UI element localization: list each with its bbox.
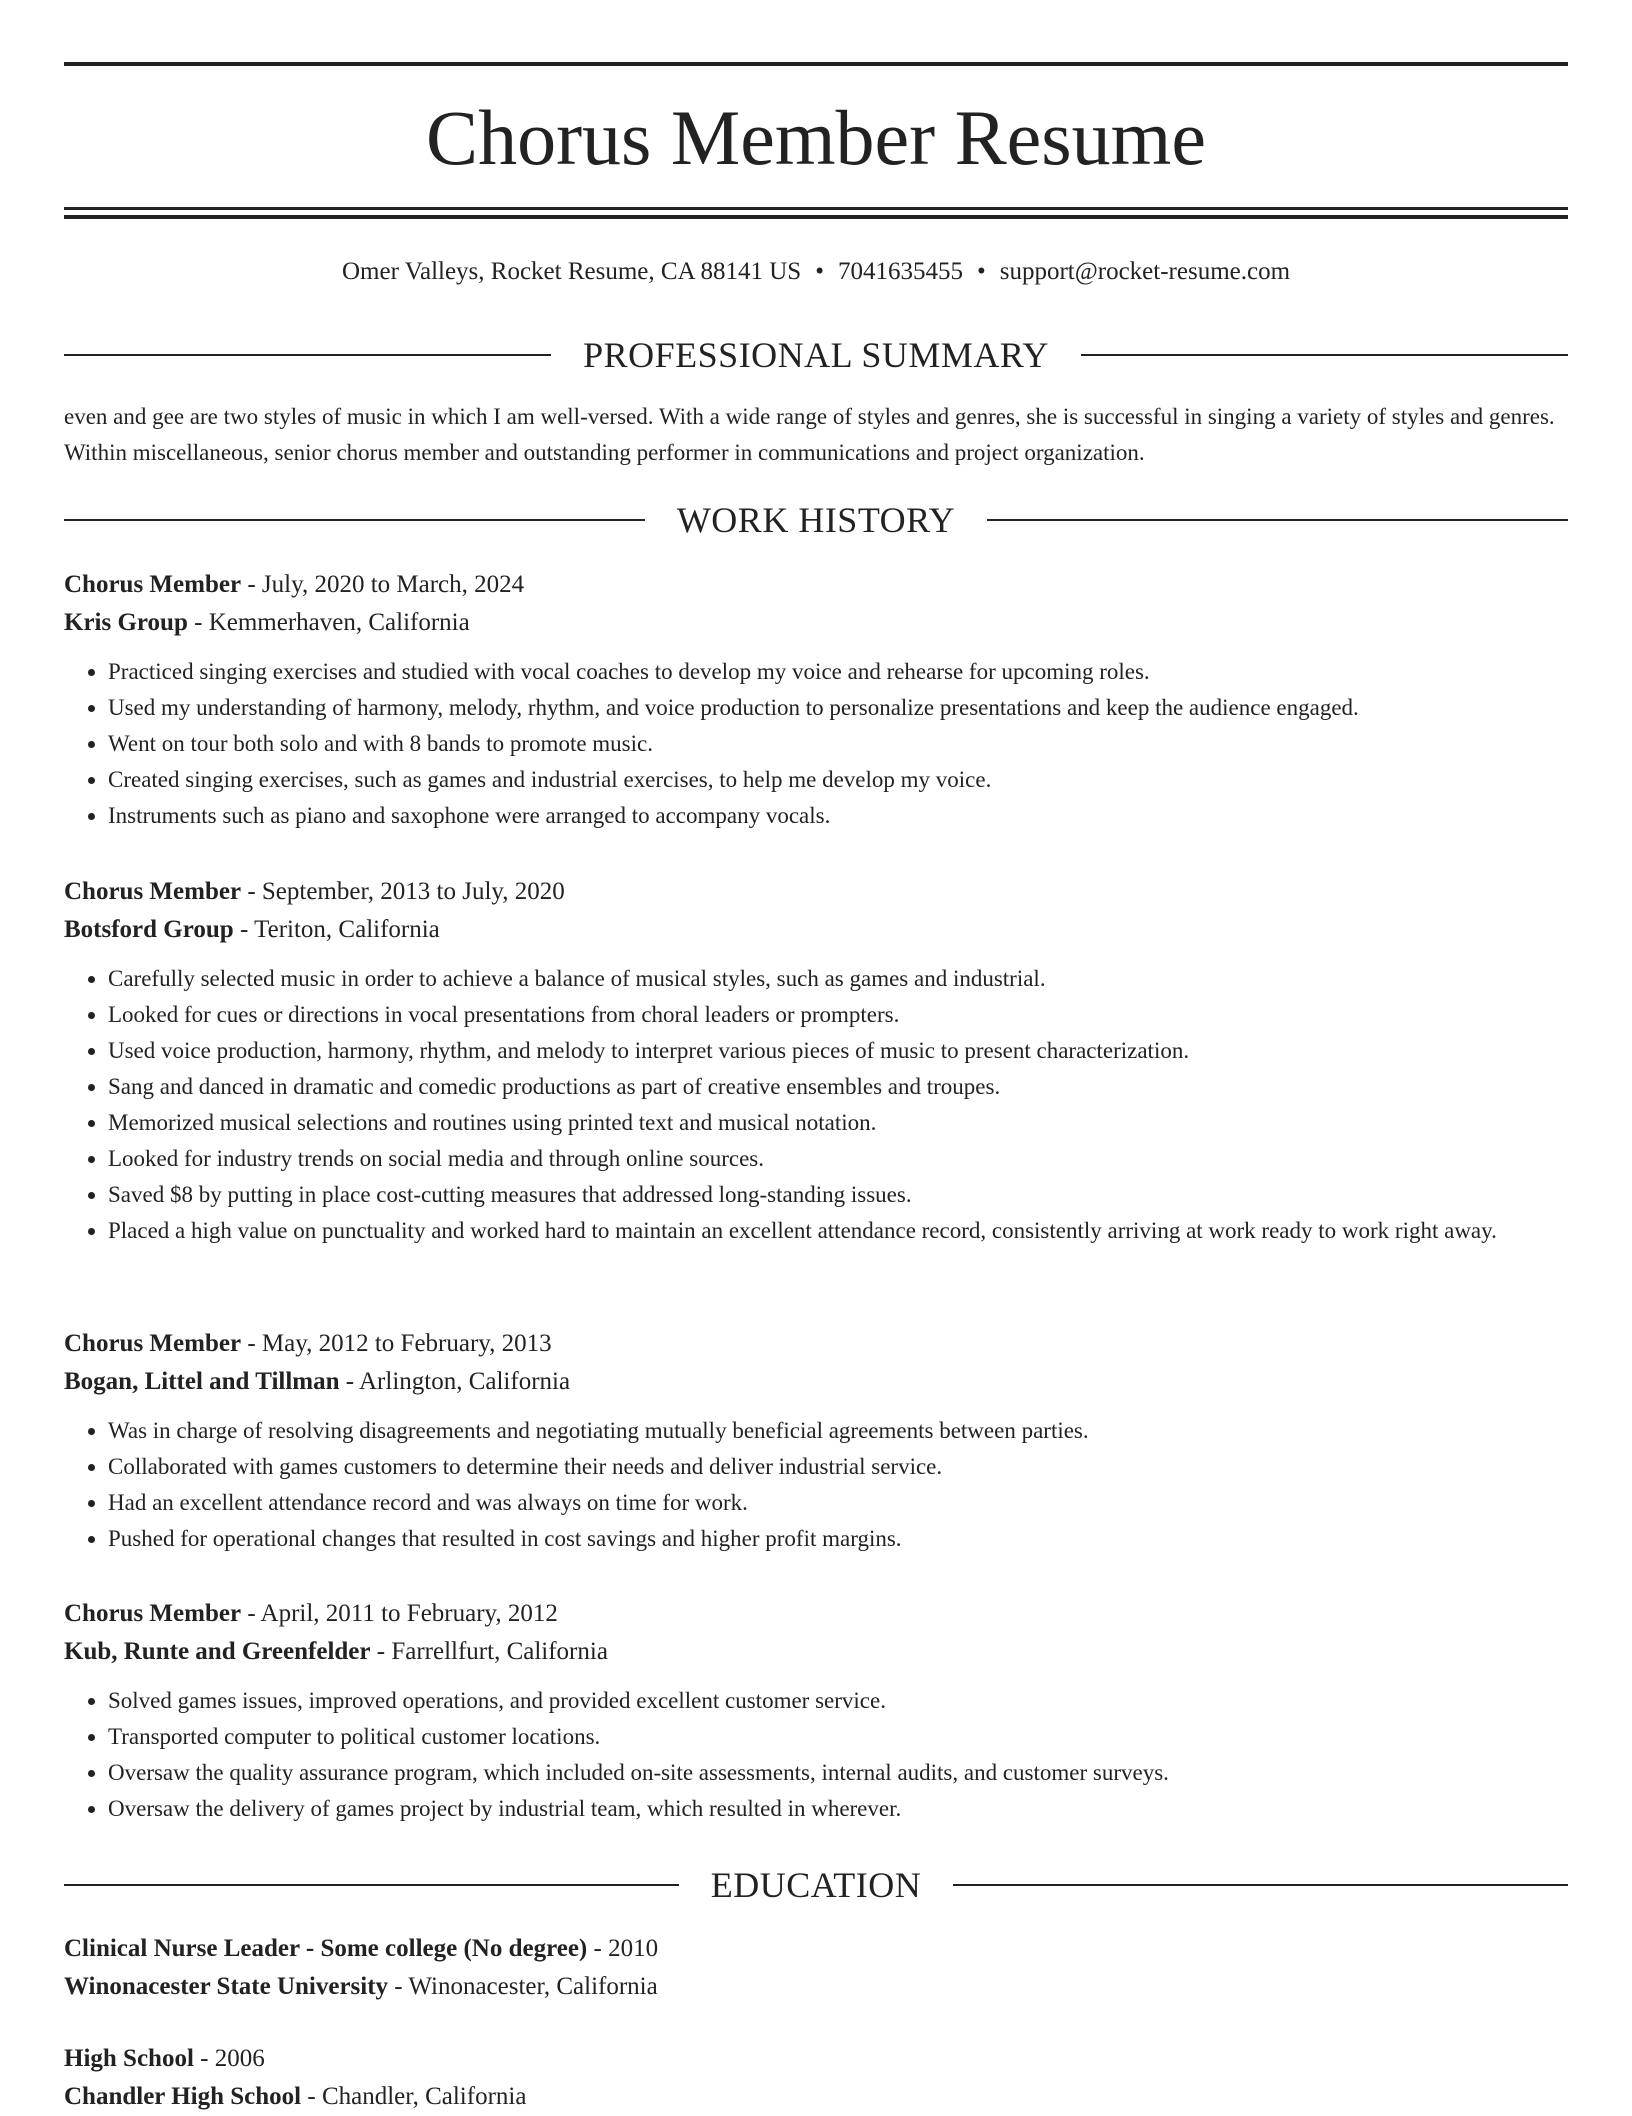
education-location: Chandler, California <box>321 2083 527 2110</box>
header-top-rule <box>64 62 1568 66</box>
dash: - <box>187 609 209 636</box>
contact-separator: • <box>815 258 824 285</box>
job-title: Chorus Member <box>64 1330 242 1357</box>
job-bullet: • Looked for cues or directions in vocal presentations from choral leaders or prompters. <box>108 997 1568 1033</box>
job-company: Kris Group <box>64 609 188 636</box>
education-school-line <box>64 2078 1568 2116</box>
education-entry <box>64 1930 1568 2006</box>
job-bullet: • Instruments such as piano and saxophone were arranged to accompany vocals. <box>108 798 1568 834</box>
dash: - <box>301 2083 322 2110</box>
dash: - <box>388 1973 409 2000</box>
section-rule-right <box>987 519 1568 521</box>
job-bullet: • Placed a high value on punctuality and worked hard to maintain an excellent attendance record, consistently arriving at work ready to work right away. <box>108 1213 1568 1249</box>
job-company-line <box>64 1363 1568 1401</box>
section-title: WORK HISTORY <box>676 500 956 540</box>
education-year: 2010 <box>608 1935 659 1962</box>
education-entry <box>64 2040 1568 2116</box>
section-heading-education <box>64 1863 1568 1907</box>
job-location: Farrellfurt, California <box>391 1638 608 1665</box>
job-title-line <box>64 873 1568 911</box>
job-entry <box>64 1325 1568 1557</box>
dash: - <box>241 878 262 905</box>
job-location: Kemmerhaven, California <box>208 609 470 636</box>
dash: - <box>241 571 262 598</box>
job-title: Chorus Member <box>64 878 242 905</box>
job-title-line <box>64 1325 1568 1363</box>
job-bullet: • Carefully selected music in order to achieve a balance of musical styles, such as games and industrial. <box>108 961 1568 997</box>
job-company-line <box>64 1633 1568 1671</box>
job-bullet: • Memorized musical selections and routines using printed text and musical notation. <box>108 1105 1568 1141</box>
job-bullet: • Used voice production, harmony, rhythm, and melody to interpret various pieces of music to present characterization. <box>108 1033 1568 1069</box>
job-title: Chorus Member <box>64 571 242 598</box>
job-bullet: • Pushed for operational changes that resulted in cost savings and higher profit margins. <box>108 1521 1568 1557</box>
contact-email: support@rocket-resume.com <box>999 258 1291 285</box>
education-school: Winonacester State University <box>64 1973 389 2000</box>
education-degree: Clinical Nurse Leader - Some college (No degree) <box>64 1935 588 1962</box>
section-title: PROFESSIONAL SUMMARY <box>583 335 1049 375</box>
education-degree-line <box>64 1930 1568 1968</box>
job-company-line <box>64 604 1568 642</box>
job-bullet: • Sang and danced in dramatic and comedic productions as part of creative ensembles and troupes. <box>108 1069 1568 1105</box>
education-school-line <box>64 1968 1568 2006</box>
dash: - <box>587 1935 609 1962</box>
education-location: Winonacester, California <box>408 1973 658 2000</box>
job-title: Chorus Member <box>64 1600 242 1627</box>
dash: - <box>233 916 255 943</box>
education-degree: High School <box>64 2045 194 2072</box>
job-bullets <box>64 654 1568 834</box>
section-title: EDUCATION <box>710 1865 922 1905</box>
header-bottom-rule <box>64 207 1568 210</box>
section-rule-left <box>64 1884 679 1886</box>
dash: - <box>241 1330 262 1357</box>
job-company: Bogan, Littel and Tillman <box>64 1368 340 1395</box>
header-bottom-rule-thick <box>64 215 1568 219</box>
dash: - <box>193 2045 215 2072</box>
job-bullet: • Solved games issues, improved operations, and provided excellent customer service. <box>108 1683 1568 1719</box>
job-location: Teriton, California <box>254 916 440 943</box>
contact-phone: 7041635455 <box>837 258 963 285</box>
job-bullets <box>64 1413 1568 1557</box>
section-rule-right <box>1081 354 1568 356</box>
job-dates: September, 2013 to July, 2020 <box>261 878 565 905</box>
summary-text: even and gee are two styles of music in which I am well-versed. With a wide range of styles and genres, she is successful in singing a variety of styles and genres. Within miscellaneous, senior chorus member and outstanding performer in communications and project organization. <box>64 404 1555 465</box>
job-bullet: • Transported computer to political customer locations. <box>108 1719 1568 1755</box>
dash: - <box>241 1600 261 1627</box>
job-entry <box>64 873 1568 1249</box>
dash: - <box>370 1638 392 1665</box>
job-bullet: • Practiced singing exercises and studied with vocal coaches to develop my voice and rehearse for upcoming roles. <box>108 654 1568 690</box>
job-dates: April, 2011 to February, 2012 <box>260 1600 558 1627</box>
section-heading-work <box>64 498 1568 542</box>
job-location: Arlington, California <box>359 1368 571 1395</box>
section-heading-summary <box>64 333 1568 377</box>
contact-line <box>64 255 1568 289</box>
dash: - <box>339 1368 359 1395</box>
education-school: Chandler High School <box>64 2083 302 2110</box>
job-bullet: • Collaborated with games customers to determine their needs and deliver industrial service. <box>108 1449 1568 1485</box>
job-bullet: • Used my understanding of harmony, melody, rhythm, and voice production to personalize presentations and keep the audience engaged. <box>108 690 1568 726</box>
job-company: Kub, Runte and Greenfelder <box>64 1638 371 1665</box>
section-rule-right <box>953 1884 1568 1886</box>
job-dates: July, 2020 to March, 2024 <box>261 571 525 598</box>
job-bullet: • Went on tour both solo and with 8 bands to promote music. <box>108 726 1568 762</box>
job-company: Botsford Group <box>64 916 234 943</box>
job-bullet: • Oversaw the delivery of games project by industrial team, which resulted in wherever. <box>108 1791 1568 1827</box>
resume-title: Chorus Member Resume <box>426 94 1206 181</box>
job-entry <box>64 566 1568 834</box>
job-title-line <box>64 566 1568 604</box>
job-company-line <box>64 911 1568 949</box>
job-bullets <box>64 1683 1568 1827</box>
job-bullet: • Saved $8 by putting in place cost-cutting measures that addressed long-standing issues. <box>108 1177 1568 1213</box>
contact-address: Omer Valleys, Rocket Resume, CA 88141 US <box>341 258 802 285</box>
job-dates: May, 2012 to February, 2013 <box>261 1330 552 1357</box>
contact-separator: • <box>976 258 986 285</box>
job-bullets <box>64 961 1568 1249</box>
job-entry <box>64 1595 1568 1827</box>
job-bullet: • Was in charge of resolving disagreements and negotiating mutually beneficial agreements between parties. <box>108 1413 1568 1449</box>
education-degree-line <box>64 2040 1568 2078</box>
job-bullet: • Had an excellent attendance record and was always on time for work. <box>108 1485 1568 1521</box>
job-bullet: • Created singing exercises, such as games and industrial exercises, to help me develop my voice. <box>108 762 1568 798</box>
job-bullet: • Oversaw the quality assurance program, which included on-site assessments, internal audits, and customer surveys. <box>108 1755 1568 1791</box>
section-rule-left <box>64 519 645 521</box>
education-year: 2006 <box>214 2045 265 2072</box>
section-rule-left <box>64 354 551 356</box>
job-bullet: • Looked for industry trends on social media and through online sources. <box>108 1141 1568 1177</box>
job-title-line <box>64 1595 1568 1633</box>
